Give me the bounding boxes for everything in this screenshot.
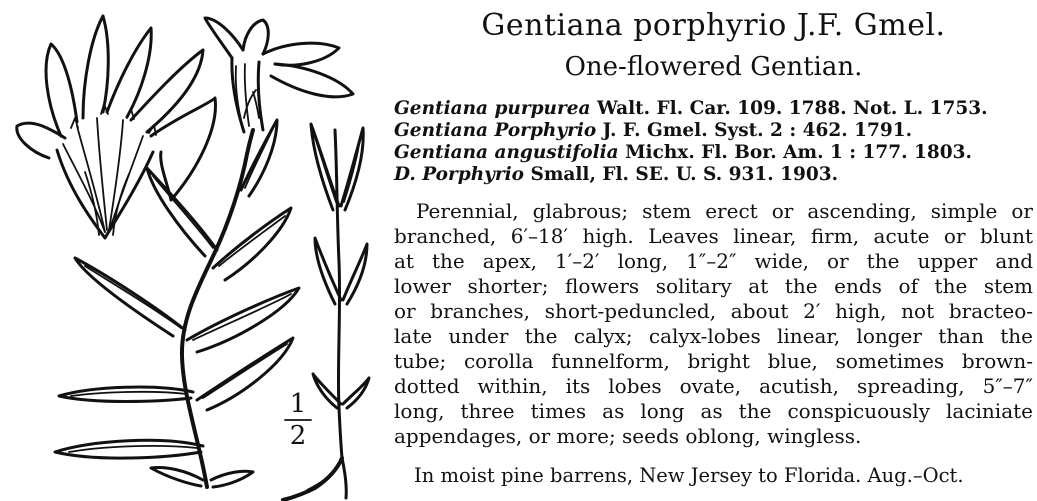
synonym-line: [394, 142, 1033, 164]
synonym-line: [394, 120, 1033, 142]
description-line: long, three times as long as the conspicuously laciniate: [394, 399, 1033, 423]
description-line: appendages, or more; seeds oblong, wingless.: [394, 424, 862, 448]
synonym-line: [394, 164, 1033, 186]
gentian-line-drawing: [0, 0, 392, 501]
common-name: One-flowered Gentian.: [564, 52, 863, 82]
description-line: lower shorter; flowers solitary at the ends of the stem: [394, 274, 1033, 298]
species-entry: [392, 0, 1037, 501]
synonym-line: [394, 98, 1033, 120]
main-stem-figure: [55, 120, 299, 487]
habitat-note: In moist pine barrens, New Jersey to Florida. Aug.–Oct.: [414, 464, 964, 487]
description-line: Perennial, glabrous; stem erect or ascending, simple or: [416, 199, 1033, 223]
synonym-name: Gentiana purpurea: [394, 98, 591, 119]
synonym-name: D. Porphyrio: [394, 164, 525, 185]
description-paragraph: [394, 199, 1033, 449]
description-line: late under the calyx; calyx-lobes linear, longer than the: [394, 324, 1033, 348]
scale-denominator: 2: [289, 421, 307, 451]
synonym-citation: Small, Fl. SE. U. S. 931. 1903.: [530, 164, 839, 185]
synonym-citation: J. F. Gmel. Syst. 2 : 462. 1791.: [602, 120, 913, 141]
description-line: branched, 6′–18′ high. Leaves linear, firm, acute or blunt: [394, 224, 1033, 248]
species-title: Gentiana porphyrio J.F. Gmel.: [481, 8, 946, 43]
description-line: dotted within, its lobes ovate, acutish, spreading, 5″–7″: [394, 374, 1033, 398]
synonym-name: Gentiana angustifolia: [394, 142, 619, 163]
description-line: tube; corolla funnelform, bright blue, sometimes brown-: [394, 349, 1033, 373]
flower-side-figure: [205, 18, 353, 132]
synonym-citation: Walt. Fl. Car. 109. 1788. Not. L. 1753.: [596, 98, 988, 119]
scale-fraction: [285, 389, 311, 451]
description-line: at the apex, 1′–2′ long, 1″–2″ wide, or the upper and: [394, 249, 1033, 273]
synonymy-list: [394, 98, 1033, 186]
plant-illustration: [0, 0, 392, 501]
description-line: or branches, short-peduncled, about 2′ high, not bracteo-: [394, 299, 1033, 323]
synonym-citation: Michx. Fl. Bor. Am. 1 : 177. 1803.: [625, 142, 972, 163]
scale-numerator: 1: [289, 389, 307, 419]
synonym-name: Gentiana Porphyrio: [394, 120, 597, 141]
dissected-corolla-figure: [17, 16, 216, 238]
